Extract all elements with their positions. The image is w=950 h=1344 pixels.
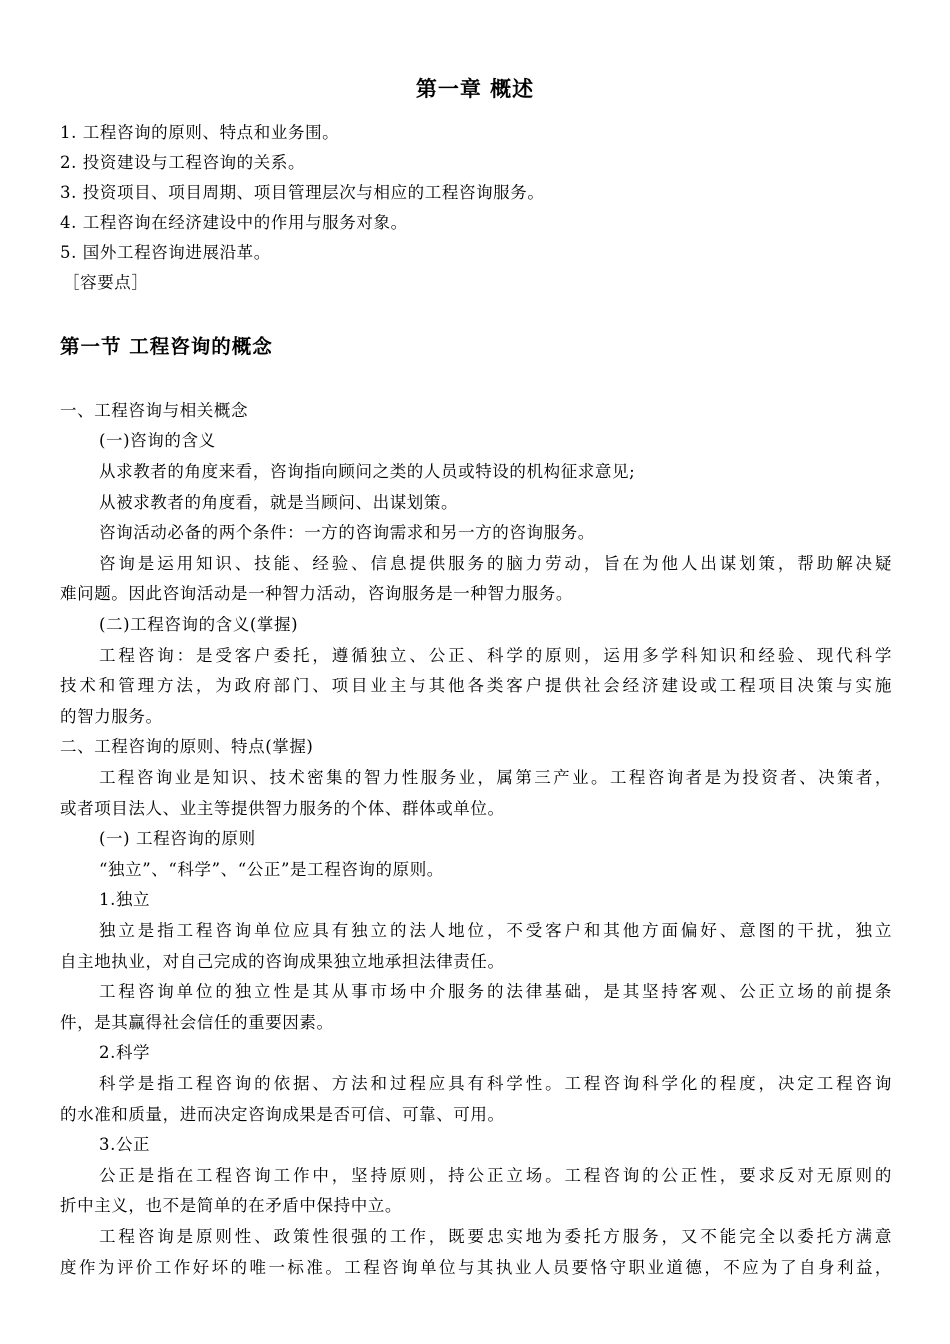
paragraph-line: 从被求教者的角度看，就是当顾问、出谋划策。: [99, 493, 459, 512]
subheading-fairness: 3.公正: [99, 1135, 151, 1154]
subheading-independent: 1.独立: [99, 890, 151, 909]
paragraph-line: 的智力服务。: [60, 707, 163, 726]
paragraph-line: 的水准和质量，进而决定咨询成果是否可信、可靠、可用。: [60, 1105, 505, 1124]
paragraph-line: 自主地执业，对自己完成的咨询成果独立地承担法律责任。: [60, 952, 505, 971]
paragraph-line: 工程咨询是原则性、政策性很强的工作，既要忠实地为委托方服务，又不能完全以委托方满意: [99, 1227, 892, 1246]
paragraph-line: 工程咨询业是知识、技术密集的智力性服务业，属第三产业。工程咨询者是为投资者、决策者，: [99, 768, 892, 787]
paragraph-line: 咨询是运用知识、技能、经验、信息提供服务的脑力劳动，旨在为他人出谋划策，帮助解决疑: [99, 554, 892, 573]
paragraph-line: 件，是其赢得社会信任的重要因素。: [60, 1013, 334, 1032]
outline-item-1: 1. 工程咨询的原则、特点和业务围。: [60, 123, 340, 142]
paragraph-line: 科学是指工程咨询的依据、方法和过程应具有科学性。工程咨询科学化的程度，决定工程咨询: [99, 1074, 892, 1093]
outline-item-5: 5. 国外工程咨询进展沿革。: [60, 243, 271, 262]
outline-item-2: 2. 投资建设与工程咨询的关系。: [60, 153, 306, 172]
heading-related-concepts: 一、工程咨询与相关概念: [60, 401, 249, 420]
subheading-science: 2.科学: [99, 1043, 151, 1062]
chapter-title: 第一章 概述: [415, 77, 535, 101]
outline-item-3: 3. 投资项目、项目周期、项目管理层次与相应的工程咨询服务。: [60, 183, 545, 202]
paragraph-line: 折中主义，也不是简单的在矛盾中保持中立。: [60, 1196, 402, 1215]
subheading-consulting-meaning: (一)咨询的含义: [99, 431, 216, 450]
paragraph-line: 难问题。因此咨询活动是一种智力活动，咨询服务是一种智力服务。: [60, 584, 573, 603]
subheading-engineering-consulting-meaning: (二)工程咨询的含义(掌握): [99, 615, 299, 634]
paragraph-line: “独立”、“科学”、“公正”是工程咨询的原则。: [99, 860, 444, 879]
paragraph-line: 工程咨询：是受客户委托，遵循独立、公正、科学的原则，运用多学科知识和经验、现代科学: [99, 646, 892, 665]
paragraph-line: 技术和管理方法，为政府部门、项目业主与其他各类客户提供社会经济建设或工程项目决策与实施: [60, 676, 892, 695]
paragraph-line: 公正是指在工程咨询工作中，坚持原则，持公正立场。工程咨询的公正性，要求反对无原则的: [99, 1166, 892, 1185]
outline-item-4: 4. 工程咨询在经济建设中的作用与服务对象。: [60, 213, 408, 232]
paragraph-line: 或者项目法人、业主等提供智力服务的个体、群体或单位。: [60, 799, 505, 818]
subheading-principles: (一) 工程咨询的原则: [99, 829, 256, 848]
heading-principles-features: 二、工程咨询的原则、特点(掌握): [60, 737, 314, 756]
section-title: 第一节 工程咨询的概念: [60, 335, 273, 358]
paragraph-line: 度作为评价工作好坏的唯一标准。工程咨询单位与其执业人员要恪守职业道德，不应为了自身利益，: [60, 1258, 892, 1277]
key-points-label: ［容要点］: [63, 273, 149, 292]
paragraph-line: 独立是指工程咨询单位应具有独立的法人地位，不受客户和其他方面偏好、意图的干扰，独立: [99, 921, 892, 940]
paragraph-line: 咨询活动必备的两个条件：一方的咨询需求和另一方的咨询服务。: [99, 523, 595, 542]
paragraph-line: 从求教者的角度来看，咨询指向顾问之类的人员或特设的机构征求意见;: [99, 462, 636, 481]
paragraph-line: 工程咨询单位的独立性是其从事市场中介服务的法律基础，是其坚持客观、公正立场的前提条: [99, 982, 892, 1001]
